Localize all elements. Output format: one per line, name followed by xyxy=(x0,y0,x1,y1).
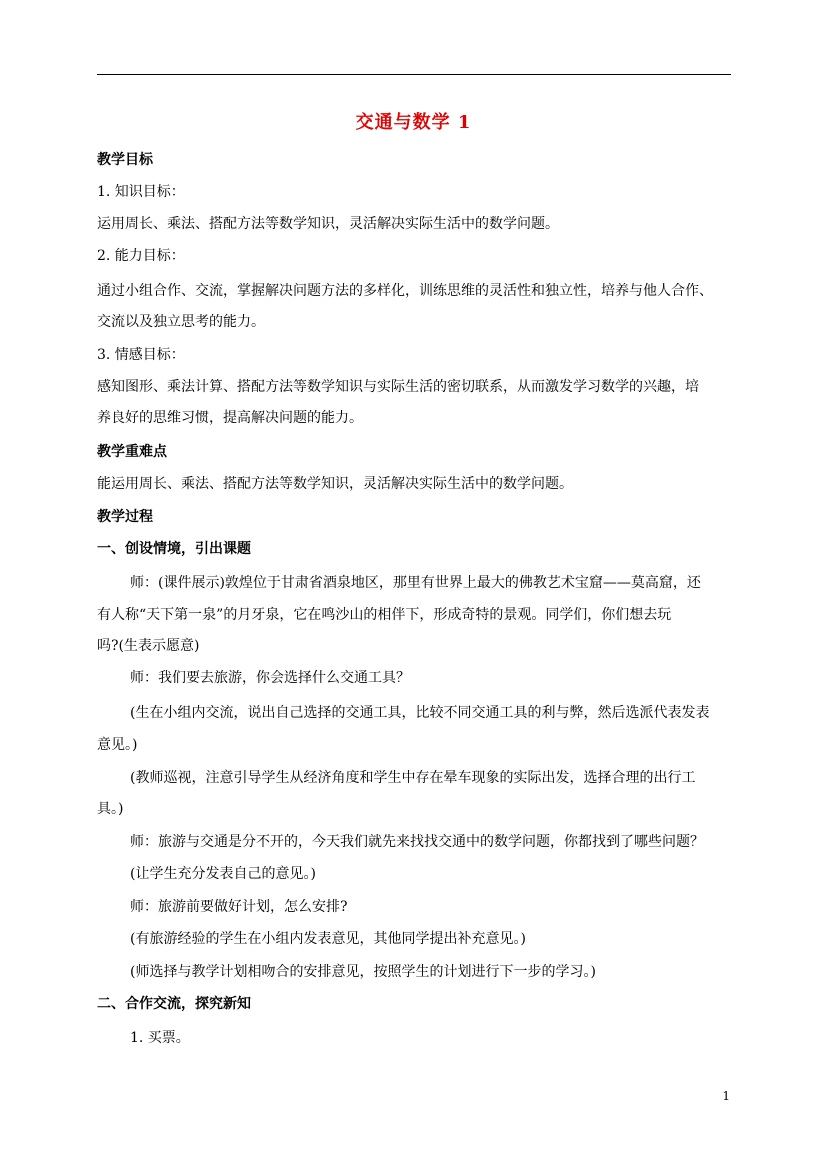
page-number: 1 xyxy=(722,1089,730,1103)
paragraph-line: (生在小组内交流，说出自己选择的交通工具，比较不同交通工具的利与弊，然后选派代表发表 xyxy=(130,705,710,721)
paragraph-line: 吗?(生表示愿意) xyxy=(97,638,200,654)
paragraph-line: (让学生充分发表自己的意见。) xyxy=(130,866,316,882)
objective-1-heading: 1. 知识目标： xyxy=(97,184,185,200)
objective-1-text: 运用周长、乘法、搭配方法等数学知识，灵活解决实际生活中的数学问题。 xyxy=(97,216,559,232)
document-title: 交通与数学 1 xyxy=(355,112,472,133)
section-2-heading: 二、合作交流，探究新知 xyxy=(97,996,251,1012)
objective-3-text-line-1: 感知图形、乘法计算、搭配方法等数学知识与实际生活的密切联系，从而激发学习数学的兴趣，培 xyxy=(97,379,699,395)
paragraph-line: 师：旅游与交通是分不开的，今天我们就先来找找交通中的数学问题，你都找到了哪些问题？ xyxy=(130,834,704,850)
paragraph-line: 有人称“天下第一泉”的月牙泉，它在鸣沙山的相伴下，形成奇特的景观。同学们，你们想去玩 xyxy=(97,607,672,623)
objective-2-text-line-1: 通过小组合作、交流，掌握解决问题方法的多样化，训练思维的灵活性和独立性，培养与他人合作、 xyxy=(97,283,713,299)
objective-3-heading: 3. 情感目标： xyxy=(97,347,185,363)
header-rule xyxy=(97,74,731,75)
paragraph-line: (师选择与教学计划相吻合的安排意见，按照学生的计划进行下一步的学习。) xyxy=(130,964,596,980)
paragraph-line: 意见。) xyxy=(97,737,138,753)
paragraph-line: 1. 买票。 xyxy=(130,1030,190,1046)
paragraph-line: 师：旅游前要做好计划，怎么安排? xyxy=(130,899,348,915)
objective-2-heading: 2. 能力目标： xyxy=(97,248,185,264)
paragraph-line: (教师巡视，注意引导学生从经济角度和学生中存在晕车现象的实际出发，选择合理的出行工 xyxy=(130,770,696,786)
heading-key-points: 教学重难点 xyxy=(97,444,167,460)
key-points-text: 能运用周长、乘法、搭配方法等数学知识，灵活解决实际生活中的数学问题。 xyxy=(97,476,573,492)
paragraph-line: (有旅游经验的学生在小组内发表意见，其他同学提出补充意见。) xyxy=(130,931,526,947)
objective-2-text-line-2: 交流以及独立思考的能力。 xyxy=(97,314,265,330)
paragraph-line: 师：我们要去旅游，你会选择什么交通工具？ xyxy=(130,670,410,686)
heading-teaching-process: 教学过程 xyxy=(97,509,153,525)
paragraph-line: 具。) xyxy=(97,801,124,817)
section-1-heading: 一、创设情境，引出课题 xyxy=(97,541,251,557)
heading-teaching-objectives: 教学目标 xyxy=(97,152,153,168)
objective-3-text-line-2: 养良好的思维习惯，提高解决问题的能力。 xyxy=(97,410,363,426)
paragraph-line: 师：(课件展示)敦煌位于甘肃省酒泉地区，那里有世界上最大的佛教艺术宝窟——莫高窟，还 xyxy=(130,575,701,591)
